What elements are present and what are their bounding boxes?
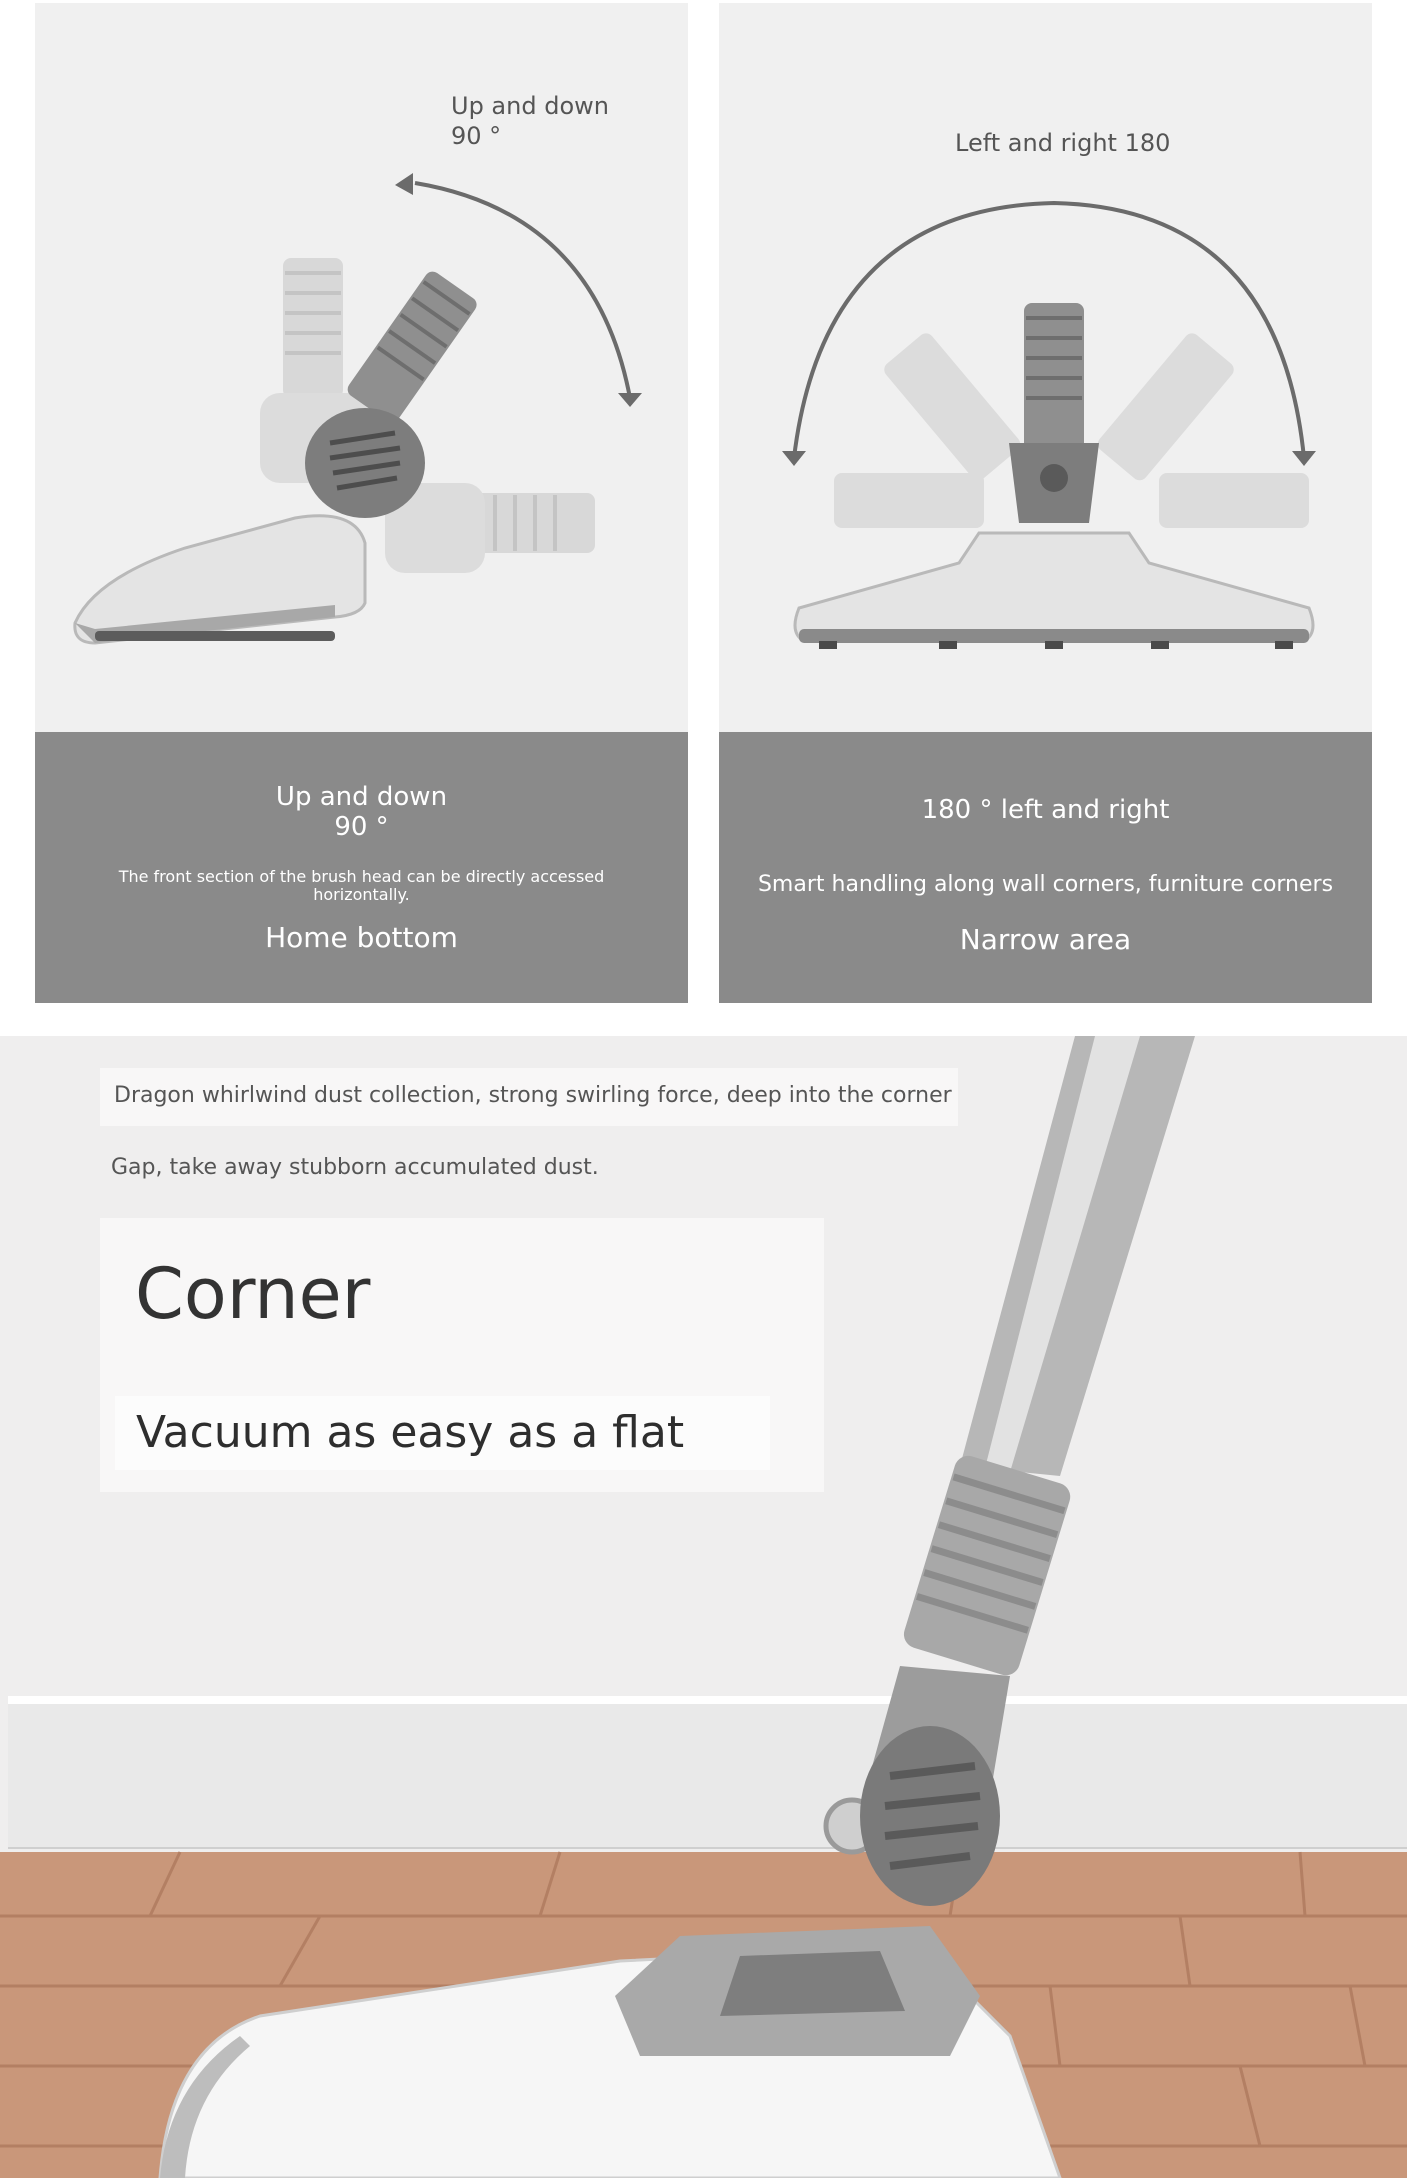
caption-desc-line1: The front section of the brush head can be directly accessed — [118, 867, 605, 886]
rotation-panel-up-down — [35, 3, 688, 732]
caption-panel-left-right — [719, 732, 1372, 1003]
arrow-head-right — [1292, 451, 1316, 466]
caption-title-line2: 90 ° — [334, 812, 389, 842]
caption-panel-up-down — [35, 732, 688, 1003]
caption-sub: Narrow area — [959, 923, 1132, 956]
arrow-label-line2: 90 ° — [451, 122, 502, 150]
brush-base — [795, 533, 1313, 641]
feature-heading: Corner — [135, 1253, 371, 1335]
brush-head-swivel-illustration — [719, 3, 1372, 732]
corner-feature-banner — [0, 1036, 1407, 2178]
arrow-head-left — [782, 451, 806, 466]
arrow-head-top — [395, 173, 413, 195]
feature-line-1: Dragon whirlwind dust collection, strong swirling force, deep into the corner — [114, 1083, 952, 1108]
rotation-panel-left-right — [719, 3, 1372, 732]
feature-subheading: Vacuum as easy as a flat — [136, 1407, 685, 1458]
caption-desc: Smart handling along wall corners, furniture corners — [757, 872, 1334, 897]
caption-title-line1: Up and down — [275, 782, 448, 812]
caption-sub: Home bottom — [265, 921, 458, 954]
arrow-head-bottom — [618, 393, 642, 407]
caption-desc-line2: horizontally. — [313, 885, 410, 904]
arrow-label-line1: Up and down — [451, 92, 609, 120]
arrow-label: Left and right 180 — [955, 129, 1171, 157]
feature-line-2: Gap, take away stubborn accumulated dust. — [111, 1155, 599, 1180]
caption-title: 180 ° left and right — [921, 795, 1170, 825]
room-scene-illustration — [0, 1036, 1407, 2178]
